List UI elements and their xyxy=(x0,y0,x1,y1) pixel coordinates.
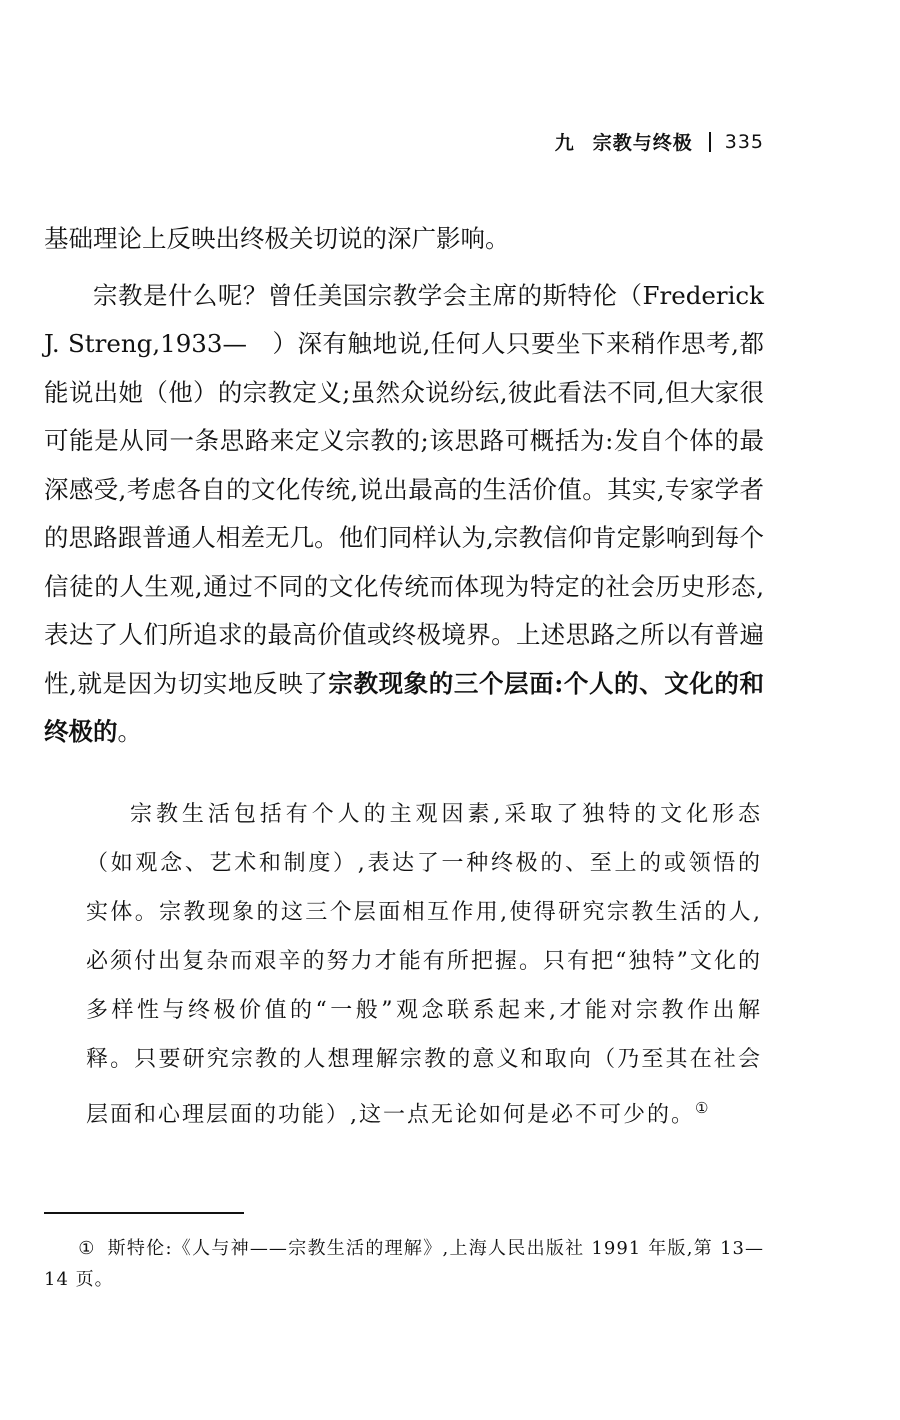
chapter-number: 九 xyxy=(554,132,575,154)
footnote-text: 斯特伦:《人与神——宗教生活的理解》,上海人民出版社 1991 年版,第 13—14 页。 xyxy=(44,1238,764,1290)
emphasized-phrase: 宗教现象的三个层面:个人的、文化的和终极的 xyxy=(44,668,764,746)
footnote-mark: ① xyxy=(78,1238,96,1259)
chapter-title: 宗教与终极 xyxy=(592,132,693,154)
footnote xyxy=(44,1233,764,1295)
paragraph-continuation: 基础理论上反映出终极关切说的深广影响。 xyxy=(44,224,510,253)
header-divider xyxy=(709,132,711,152)
paragraph-text: 宗教是什么呢？曾任美国宗教学会主席的斯特伦（Frederick J. Streng,1933— ）深有触地说,任何人只要坐下来稍作思考,都能说出她（他）的宗教定义;虽然众说纷纭,彼此看法不同,但大家很可能是从同一条思路来定义宗教的;该思路可概括为:发自个体的最深感受,考虑各自的文化传统,说出最高的生活价值。其实,专家学者的思路跟普通人相差无几。他们同样认为,宗教信仰肯定影响到每个信徒的人生观,通过不同的文化传统而体现为特定的社会历史形态,表达了人们所追求的最高价值或终极境界。上述思路之所以有普遍性,就是因为切实地反映了 xyxy=(44,280,764,698)
footnote-divider xyxy=(44,1212,244,1214)
block-quote xyxy=(86,790,762,1139)
quote-text: 宗教生活包括有个人的主观因素,采取了独特的文化形态（如观念、艺术和制度）,表达了一种终极的、至上的或领悟的实体。宗教现象的这三个层面相互作用,使得研究宗教生活的人,必须付出复杂而艰辛的努力才能有所把握。只有把“独特”文化的多样性与终极价值的“一般”观念联系起来,才能对宗教作出解释。只要研究宗教的人想理解宗教的意义和取向（乃至其在社会层面和心理层面的功能）,这一点无论如何是必不可少的。 xyxy=(86,802,762,1128)
footnote-reference: ① xyxy=(695,1099,709,1117)
paragraph-religion-definition xyxy=(44,272,764,757)
page-number: 335 xyxy=(724,130,764,153)
running-header xyxy=(555,128,764,155)
main-text xyxy=(44,215,764,757)
paragraph-end: 。 xyxy=(117,717,142,746)
